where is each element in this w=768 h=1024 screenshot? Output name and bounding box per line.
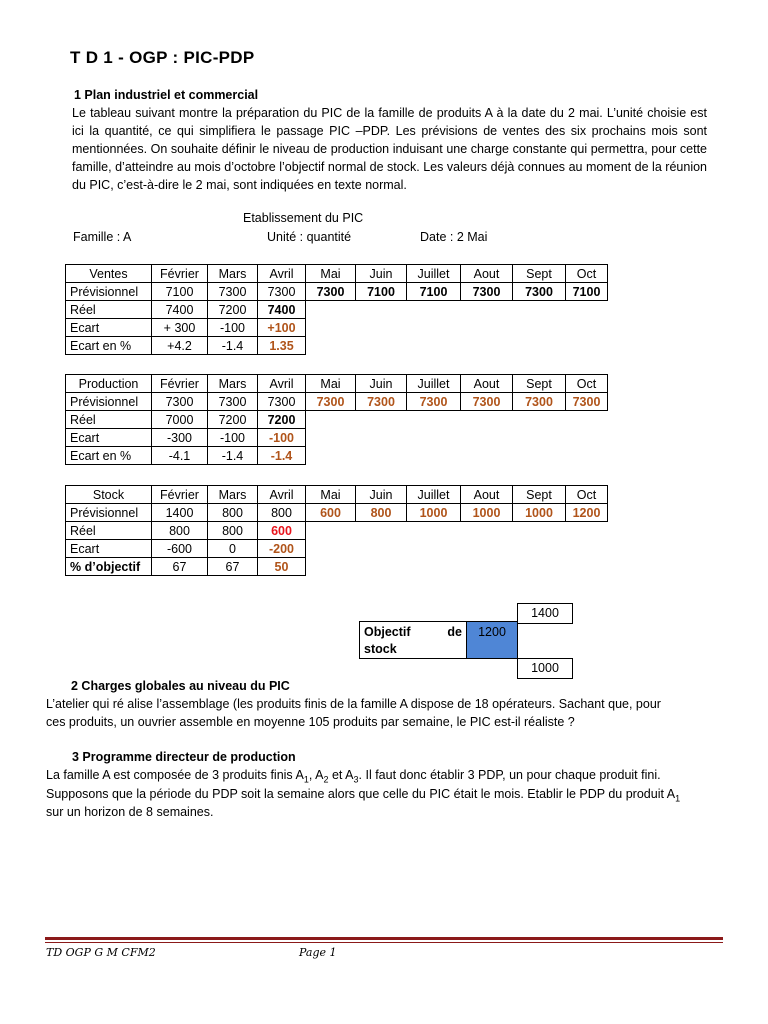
month-header: Juin xyxy=(356,265,407,283)
cell: 7300 xyxy=(461,283,513,301)
product-a2: $A_2$ xyxy=(315,768,329,785)
cell: 7000 xyxy=(152,411,208,429)
cell: 800 xyxy=(208,504,258,522)
cell: 7300 xyxy=(258,283,306,301)
section3-line1: La famille A est composée de 3 produits finis $A_1$, $A_2$ et $A_3$. Il faut donc établir 3 PDP, un pour chaque produit fini. xyxy=(46,768,661,785)
production-prev-row xyxy=(66,393,608,411)
product-a3: $A_3$ xyxy=(345,768,359,785)
date-label: Date : 2 Mai xyxy=(420,230,488,244)
footer-rule xyxy=(45,937,723,940)
cell: 7300 xyxy=(306,393,356,411)
ventes-prev-row xyxy=(66,283,608,301)
cell: 50 xyxy=(258,558,306,576)
objectif-top-box: 1400 xyxy=(517,603,573,624)
month-header: Oct xyxy=(566,265,608,283)
cell: 1.35 xyxy=(258,337,306,355)
month-header: Juin xyxy=(356,486,407,504)
cell: 1000 xyxy=(407,504,461,522)
ventes-reel-row xyxy=(66,301,608,319)
month-header: Avril xyxy=(258,265,306,283)
production-ecartp-row xyxy=(66,447,608,465)
cell: 7300 xyxy=(566,393,608,411)
product-a1-ref: $A_1$ xyxy=(666,787,681,804)
footer-rule-thin xyxy=(45,942,723,943)
ventes-header-row xyxy=(66,265,608,283)
cell: 7100 xyxy=(566,283,608,301)
pic-title: Etablissement du PIC xyxy=(243,211,364,225)
month-header: Oct xyxy=(566,486,608,504)
month-header: Mars xyxy=(208,265,258,283)
section2-heading: 2 Charges globales au niveau du PIC xyxy=(71,679,290,693)
cell: -200 xyxy=(258,540,306,558)
footer-page: Page 1 xyxy=(299,946,337,959)
month-header: Avril xyxy=(258,486,306,504)
famille-label: Famille : A xyxy=(73,230,132,244)
section2-line2: ces produits, un ouvrier assemble en moyenne 105 produits par semaine, le PIC est-il réaliste ? xyxy=(46,715,575,729)
cell: 7200 xyxy=(208,411,258,429)
cell: 7100 xyxy=(356,283,407,301)
month-header: Mars xyxy=(208,486,258,504)
row-label: Réel xyxy=(66,301,152,319)
objectif-value-box: 1200 xyxy=(466,621,518,659)
cell: 800 xyxy=(208,522,258,540)
cell: +4.2 xyxy=(152,337,208,355)
stock-obj-row xyxy=(66,558,608,576)
cell: 7100 xyxy=(407,283,461,301)
month-header: Février xyxy=(152,486,208,504)
page-title: T D 1 - OGP : PIC-PDP xyxy=(70,48,255,67)
cell: 7400 xyxy=(258,301,306,319)
cell: -4.1 xyxy=(152,447,208,465)
month-header: Sept xyxy=(513,486,566,504)
production-reel-row xyxy=(66,411,608,429)
month-header: Aout xyxy=(461,486,513,504)
month-header: Aout xyxy=(461,375,513,393)
cell: +100 xyxy=(258,319,306,337)
cell: 7300 xyxy=(407,393,461,411)
stock-prev-row xyxy=(66,504,608,522)
cell: 7300 xyxy=(513,283,566,301)
cell: -100 xyxy=(208,429,258,447)
row-label: Prévisionnel xyxy=(66,504,152,522)
cell: 7100 xyxy=(152,283,208,301)
cell: 67 xyxy=(208,558,258,576)
row-label: % d’objectif xyxy=(66,558,152,576)
ventes-ecartp-row xyxy=(66,337,608,355)
stock-label: Stock xyxy=(66,486,152,504)
section1-heading: 1 Plan industriel et commercial xyxy=(74,88,259,102)
stock-ecart-row xyxy=(66,540,608,558)
production-header-row xyxy=(66,375,608,393)
cell: 1000 xyxy=(461,504,513,522)
cell: -1.4 xyxy=(208,447,258,465)
product-a1: $A_1$ xyxy=(295,768,309,785)
cell: 7300 xyxy=(208,283,258,301)
cell: 7200 xyxy=(208,301,258,319)
cell: 1400 xyxy=(152,504,208,522)
month-header: Juillet xyxy=(407,375,461,393)
unite-label: Unité : quantité xyxy=(267,230,352,244)
row-label: Prévisionnel xyxy=(66,393,152,411)
month-header: Mai xyxy=(306,375,356,393)
section3-et: et xyxy=(331,768,343,782)
row-label: Réel xyxy=(66,522,152,540)
cell: 1200 xyxy=(566,504,608,522)
row-label: Prévisionnel xyxy=(66,283,152,301)
month-header: Février xyxy=(152,265,208,283)
section3-line1-end: . Il faut donc établir 3 PDP, un pour chaque produit fini. xyxy=(358,768,661,782)
cell: 7400 xyxy=(152,301,208,319)
objectif-label-a: Objectif xyxy=(364,625,411,639)
cell: 7200 xyxy=(258,411,306,429)
section3-line2: Supposons que la période du PDP soit la semaine alors que celle du PIC était le mois. Etablir le PDP du produit $A_1$ xyxy=(46,787,681,804)
month-header: Avril xyxy=(258,375,306,393)
row-label: Ecart en % xyxy=(66,447,152,465)
cell: -100 xyxy=(208,319,258,337)
section2-line1: L’atelier qui ré alise l’assemblage (les produits finis de la famille A dispose de 18 opérateurs. Sachant que, pour xyxy=(46,697,661,711)
cell: 800 xyxy=(152,522,208,540)
cell: 7300 xyxy=(356,393,407,411)
stock-table xyxy=(65,485,608,576)
cell: 7300 xyxy=(208,393,258,411)
production-table xyxy=(65,374,608,465)
cell: 800 xyxy=(258,504,306,522)
cell: 600 xyxy=(258,522,306,540)
cell: -600 xyxy=(152,540,208,558)
cell: + 300 xyxy=(152,319,208,337)
section1-text: Le tableau suivant montre la préparation du PIC de la famille de produits A à la date du 2 mai. L’unité choisie est ici la quantité, ce qui simplifiera le passage PIC –PDP. Les prévisions de ventes des six prochains mois sont mentionnées. On souhaite définir le niveau de production induisant une charge constante qui permettra, pour cette famille, d’atteindre au mois d’octobre l’objectif normal de stock. Les valeurs déjà connues au moment de la réunion du PIC, c’est-à-dire le 2 mai, sont indiquées en texte normal. xyxy=(72,106,707,192)
cell: -1.4 xyxy=(208,337,258,355)
cell: -100 xyxy=(258,429,306,447)
month-header: Sept xyxy=(513,265,566,283)
cell: 0 xyxy=(208,540,258,558)
objectif-label-b: de xyxy=(447,625,462,639)
footer-left: TD OGP G M CFM2 xyxy=(46,946,156,959)
month-header: Février xyxy=(152,375,208,393)
month-header: Juin xyxy=(356,375,407,393)
cell: 7300 xyxy=(513,393,566,411)
month-header: Sept xyxy=(513,375,566,393)
section3-heading: 3 Programme directeur de production xyxy=(72,750,296,764)
cell: 1000 xyxy=(513,504,566,522)
stock-header-row xyxy=(66,486,608,504)
ventes-label: Ventes xyxy=(66,265,152,283)
cell: 800 xyxy=(356,504,407,522)
cell: -300 xyxy=(152,429,208,447)
section3-line3: sur un horizon de 8 semaines. xyxy=(46,805,214,819)
row-label: Ecart en % xyxy=(66,337,152,355)
objectif-bottom-box: 1000 xyxy=(517,658,573,679)
stock-reel-row xyxy=(66,522,608,540)
cell: 7300 xyxy=(306,283,356,301)
cell: 7300 xyxy=(152,393,208,411)
month-header: Aout xyxy=(461,265,513,283)
month-header: Oct xyxy=(566,375,608,393)
row-label: Réel xyxy=(66,411,152,429)
section3-line1-start: La famille A est composée de 3 produits finis xyxy=(46,768,293,782)
objectif-label-c: stock xyxy=(364,642,397,656)
cell: 600 xyxy=(306,504,356,522)
production-label: Production xyxy=(66,375,152,393)
month-header: Juillet xyxy=(407,265,461,283)
cell: -1.4 xyxy=(258,447,306,465)
month-header: Mai xyxy=(306,486,356,504)
month-header: Mai xyxy=(306,265,356,283)
cell: 7300 xyxy=(461,393,513,411)
cell: 67 xyxy=(152,558,208,576)
ventes-ecart-row xyxy=(66,319,608,337)
ventes-table xyxy=(65,264,608,355)
month-header: Juillet xyxy=(407,486,461,504)
row-label: Ecart xyxy=(66,540,152,558)
month-header: Mars xyxy=(208,375,258,393)
objectif-label-box xyxy=(359,621,467,659)
row-label: Ecart xyxy=(66,319,152,337)
production-ecart-row xyxy=(66,429,608,447)
row-label: Ecart xyxy=(66,429,152,447)
cell: 7300 xyxy=(258,393,306,411)
